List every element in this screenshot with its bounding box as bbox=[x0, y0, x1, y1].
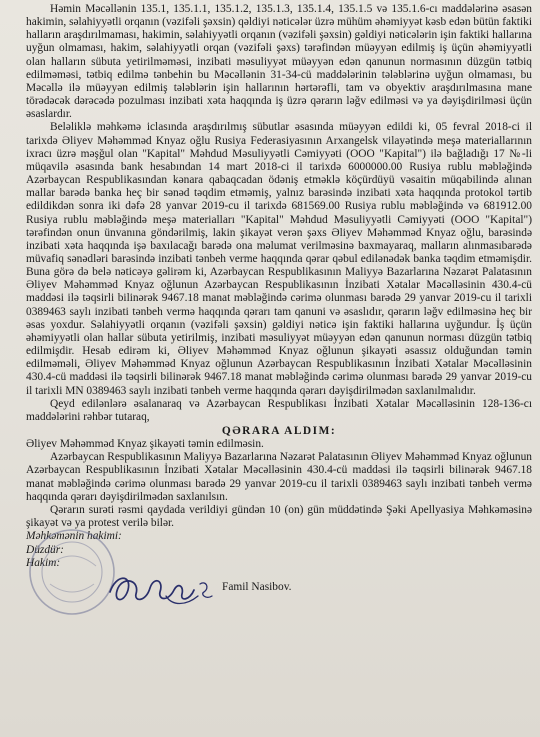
handwritten-signature bbox=[106, 566, 216, 610]
decision-item-2: Azərbaycan Respublikasının Maliyyə Bazarlarına Nəzarət Palatasının Əliyev Məhəmməd Knyaz oğlunun Azərbaycan Respublikasının İnzibati Xətalar Məcəlləsinin 430.4-cü maddəsi ilə təqsirli bilinərək 9467.18 manat məbləğində cərimə olunması barədə 29 yanvar 2019-cu il tarixli 0389463 saylı inzibati tənbeh vermə haqqında qərarı dəyişdirilmədən saxlanılsın. bbox=[26, 451, 532, 503]
decision-item-1: Əliyev Məhəmməd Knyaz şikayəti təmin edilməsin. bbox=[26, 438, 264, 451]
decision-heading: QƏRARA ALDIM: bbox=[221, 425, 337, 437]
appeal-notice: Qərarın surəti rəsmi qaydada verildiyi gündən 10 (on) gün müddətində Şəki Apellyasiya Məhkəməsinə şikayət və ya protest verilə bilər. bbox=[26, 503, 532, 530]
signature-block bbox=[26, 530, 532, 620]
judge-name: Famil Nasibov. bbox=[222, 581, 292, 594]
paragraph-legal-grounds: Həmin Məcəllənin 135.1, 135.1.1, 135.1.2, 135.1.3, 135.1.4, 135.1.5 və 135.1.6-cı maddələrinə əsasən hakimin, səlahiyyətli orqanın (vəzifəli şəxsin) qəldiyi nəticələr üzrə mühüm əhəmiyyət kəsb edən bütün faktiki halların araşdırılmaması, hakimin, səlahiyyətli orqanın (vəzifəli şəxsin) gəldiyi nəticələrin işin faktiki hallarına uyğun olmaması, hakim, səlahiyyətli orqan (vəzifəli şəxs) tərəfindən müəyyən edilmiş iş üçün əhəmiyyətli olan halların sübuta yetirilməməsi, inzibati məsuliyyət müəyyən edən qanunun normasının düzgün tətbiq edilməməsi, tətbiq edilmə tənbehin bu Məcəllənin 31-34-cü maddələrinin tələblərinə uyğun olmaması, bu Məcəllə ilə müəyyən edilmiş tələblərin işin hallarının hərtərəfli, tam və obyektiv araşdırılmasına mane törədəcək dərəcədə pozulması inzibati xəta haqqında iş üzrə qərarın ləğv edilməsi və ya dəyişdirilməsi üçün əsaslardır. bbox=[26, 3, 532, 121]
secretary-label: Düzdür: bbox=[26, 543, 64, 556]
judge-label: Hakim: bbox=[26, 557, 61, 570]
paragraph-basis: Qeyd edilənlərə əsalanaraq və Azərbaycan Respublikası İnzibati Xətalar Məcəlləsinin 128-136-cı maddələrini rəhbər tutaraq, bbox=[26, 397, 532, 423]
paragraph-findings: Beləliklə məhkəmə iclasında araşdırılmış sübutlar əsasında müəyyən edildi ki, 05 fevral 2018-ci il tarixdə Əliyev Məhəmməd Knyaz oğlu Rusiya Federasiyasının Arxangelsk vilayətində meşə materiallarının ixracı üzrə məşğul olan "Kapital" Məhdud Məsuliyyətli Cəmiyyəti (OOO "Kapital") ilə bağladığı 17 №-li müqavilə əsasında bank hesabından 14 mart 2018-ci il tarixdə 6000000.00 Rusiya rublu məbləğində Azərbaycan Respublikasından kənara qabaqcadan ödəniş etməklə köçürdüyü vəsaitin müqabilində alınan mallar barədə banka heç bir sənəd təqdim etməmiş, yalnız barəsində inzibati xəta haqqında protokol tərtib edildikdən sonra iki dəfə 28 yanvar 2019-cu il tarixdə 681569.00 Rusiya rublu məbləğində və 681912.00 Rusiya rublu məbləğində meşə materialları "Kapital" Məhdud Məsuliyyətli Cəmiyyəti (OOO "Kapital") tərəfindən onun ünvanına göndərilmiş, lakin şikayət verən şəxs Əliyev Məhəmməd Knyaz oğlu, barəsində inzibati xəta haqqında işə baxılacağı barədə ona məlumat verilməsinə baxmayaraq, malların alınmasıbarədə müvafiq sənədləri barəsində inzibati tənbeh verme haqqında qərar qəbul edilənədək banka təqdim etməmişdir. Buna görə də belə nəticəyə gəlirəm ki, Azərbaycan Respublikasının Maliyyə Bazarlarına Nəzarət Palatasının Əliyev Məhəmməd Knyaz oğlunun Azərbaycan Respublikasının İnzibati Xətalar Məcəlləsinin 430.4-cü maddəsi ilə təqsirli bilinərək 9467.18 manat məbləğində cərimə olunması barədə 29 yanvar 2019-cu il tarixli 0389463 saylı inzibati tənbeh vermə haqqında qərarı tam qanuni və əsaslıdır, qərarın ləğv edilməsinə heç bir əsas yoxdur. Səlahiyyətli orqanın (vəzifəli şəxsin) gəldiyi nəticə işin faktiki hallarına uyğundur. İş üçün əhəmiyyətli olan hallar sübuta yetirilmiş, inzibati məsuliyyət müəyyən edən qanunun norması düzgün tətbiq edilmişdir. Hesab edirəm ki, Əliyev Məhəmməd Knyaz oğlunun şikayəti əsassız olduğundan təmin edilməməli, Əliyev Məhəmməd Knyaz oğlunun Azərbaycan Respublikasının İnzibati Xətalar Məcəlləsinin 430.4-cü maddəsi ilə təqsirli bilinərək 9467.18 manat məbləğində cərimə olunması barədə 29 yanvar 2019-cu il tarixli MN 0389463 saylı inzibati tənbeh verme haqqında qərarı dəyişdirilmədən saxlanılmalıdır. bbox=[26, 121, 532, 397]
document-body bbox=[26, 3, 532, 620]
court-judge-label: Məhkəmənin hakimi: bbox=[26, 530, 122, 543]
